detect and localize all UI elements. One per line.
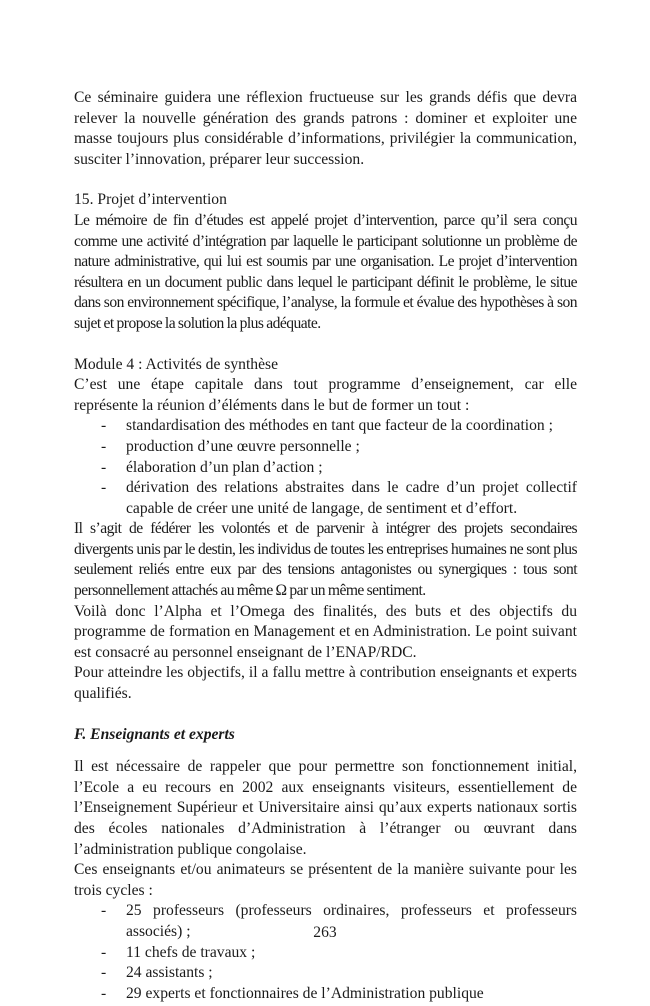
list-marker: - bbox=[101, 984, 107, 1002]
list-marker: - bbox=[101, 437, 107, 455]
list-item-text: dérivation des relations abstraites dans le cadre d’un projet collectif capable de créer une unité de langage, de sentiment et d’effort. bbox=[126, 479, 577, 517]
page-number: 263 bbox=[313, 924, 337, 941]
list-item-text: production d’une œuvre personnelle ; bbox=[126, 437, 360, 455]
paragraph-seminaire: Ce séminaire guidera une réflexion fructueuse sur les grands défis que devra relever la nouvelle génération des grands patrons : dominer et exploiter une masse toujours plus considérable d’informations, privilégier la communication, susciter l’innovation, préparer leur succession. bbox=[74, 89, 577, 168]
list-marker: - bbox=[101, 417, 107, 435]
heading-module-4: Module 4 : Activités de synthèse bbox=[74, 355, 278, 373]
list-cycles bbox=[74, 901, 577, 1004]
paragraph-enseignants-experts: Il est nécessaire de rappeler que pour permettre son fonctionnement initial, l’Ecole a eu recours en 2002 aux enseignants visiteurs, essentiellement de l’Enseignement Supérieur et Universitaire ainsi qu’aux experts nationaux sortis des écoles nationales d’Administration à l’étranger ou œuvrant dans l’administration publique congolaise. bbox=[74, 758, 577, 858]
list-item-text: standardisation des méthodes en tant que facteur de la coordination ; bbox=[126, 417, 553, 435]
paragraph-pour-atteindre: Pour atteindre les objectifs, il a fallu mettre à contribution enseignants et experts qualifiés. bbox=[74, 664, 577, 703]
list-item bbox=[74, 416, 577, 437]
paragraph-alpha-omega: Voilà donc l’Alpha et l’Omega des finalités, des buts et des objectifs du programme de formation en Management et en Administration. Le point suivant est consacré au personnel enseignant de l’ENAP/RDC. bbox=[74, 602, 577, 661]
heading-projet-intervention: 15. Projet d’intervention bbox=[74, 191, 227, 209]
list-item-text: 11 chefs de travaux ; bbox=[126, 943, 256, 961]
list-marker: - bbox=[101, 458, 107, 476]
list-marker: - bbox=[101, 479, 107, 497]
list-item-text: 24 assistants ; bbox=[126, 964, 213, 982]
list-item bbox=[74, 437, 577, 458]
list-item bbox=[74, 478, 577, 519]
list-item bbox=[74, 458, 577, 479]
list-marker: - bbox=[101, 902, 107, 920]
document-page bbox=[74, 88, 577, 1004]
list-item bbox=[74, 963, 577, 984]
paragraph-module-4-intro: C’est une étape capitale dans tout programme d’enseignement, car elle représente la réunion d’éléments dans le but de former un tout : bbox=[74, 376, 577, 414]
list-item-text: élaboration d’un plan d’action ; bbox=[126, 458, 323, 476]
list-item-text: 25 professeurs (professeurs ordinaires, professeurs et professeurs associés) ; bbox=[126, 902, 577, 940]
list-item bbox=[74, 984, 577, 1005]
list-item bbox=[74, 943, 577, 964]
list-marker: - bbox=[101, 943, 107, 961]
heading-enseignants-experts: F. Enseignants et experts bbox=[74, 725, 235, 743]
list-synthese bbox=[74, 416, 577, 519]
paragraph-cycles-intro: Ces enseignants et/ou animateurs se présentent de la manière suivante pour les trois cycles : bbox=[74, 861, 577, 899]
list-marker: - bbox=[101, 964, 107, 982]
paragraph-federer: Il s’agit de fédérer les volontés et de parvenir à intégrer des projets secondaires divergents unis par le destin, les individus de toutes les entreprises humaines ne sont plus seulement reliés entre eux par des tensions antagonistes ou synergiques : tous sont personnellement attachés au même Ω par un même sentiment. bbox=[74, 520, 577, 600]
paragraph-projet-intervention: Le mémoire de fin d’études est appelé projet d’intervention, parce qu’il sera conçu comme une activité d’intégration par laquelle le participant solutionne un problème de nature administrative, qui lui est soumis par une organisation. Le projet d’intervention résultera en un document public dans lequel le participant définit le problème, le situe dans son environnement spécifique, l’analyse, la formule et évalue des hypothèses à son sujet et propose la solution la plus adéquate. bbox=[74, 211, 577, 332]
list-item-text: 29 experts et fonctionnaires de l’Administration publique bbox=[126, 984, 484, 1002]
